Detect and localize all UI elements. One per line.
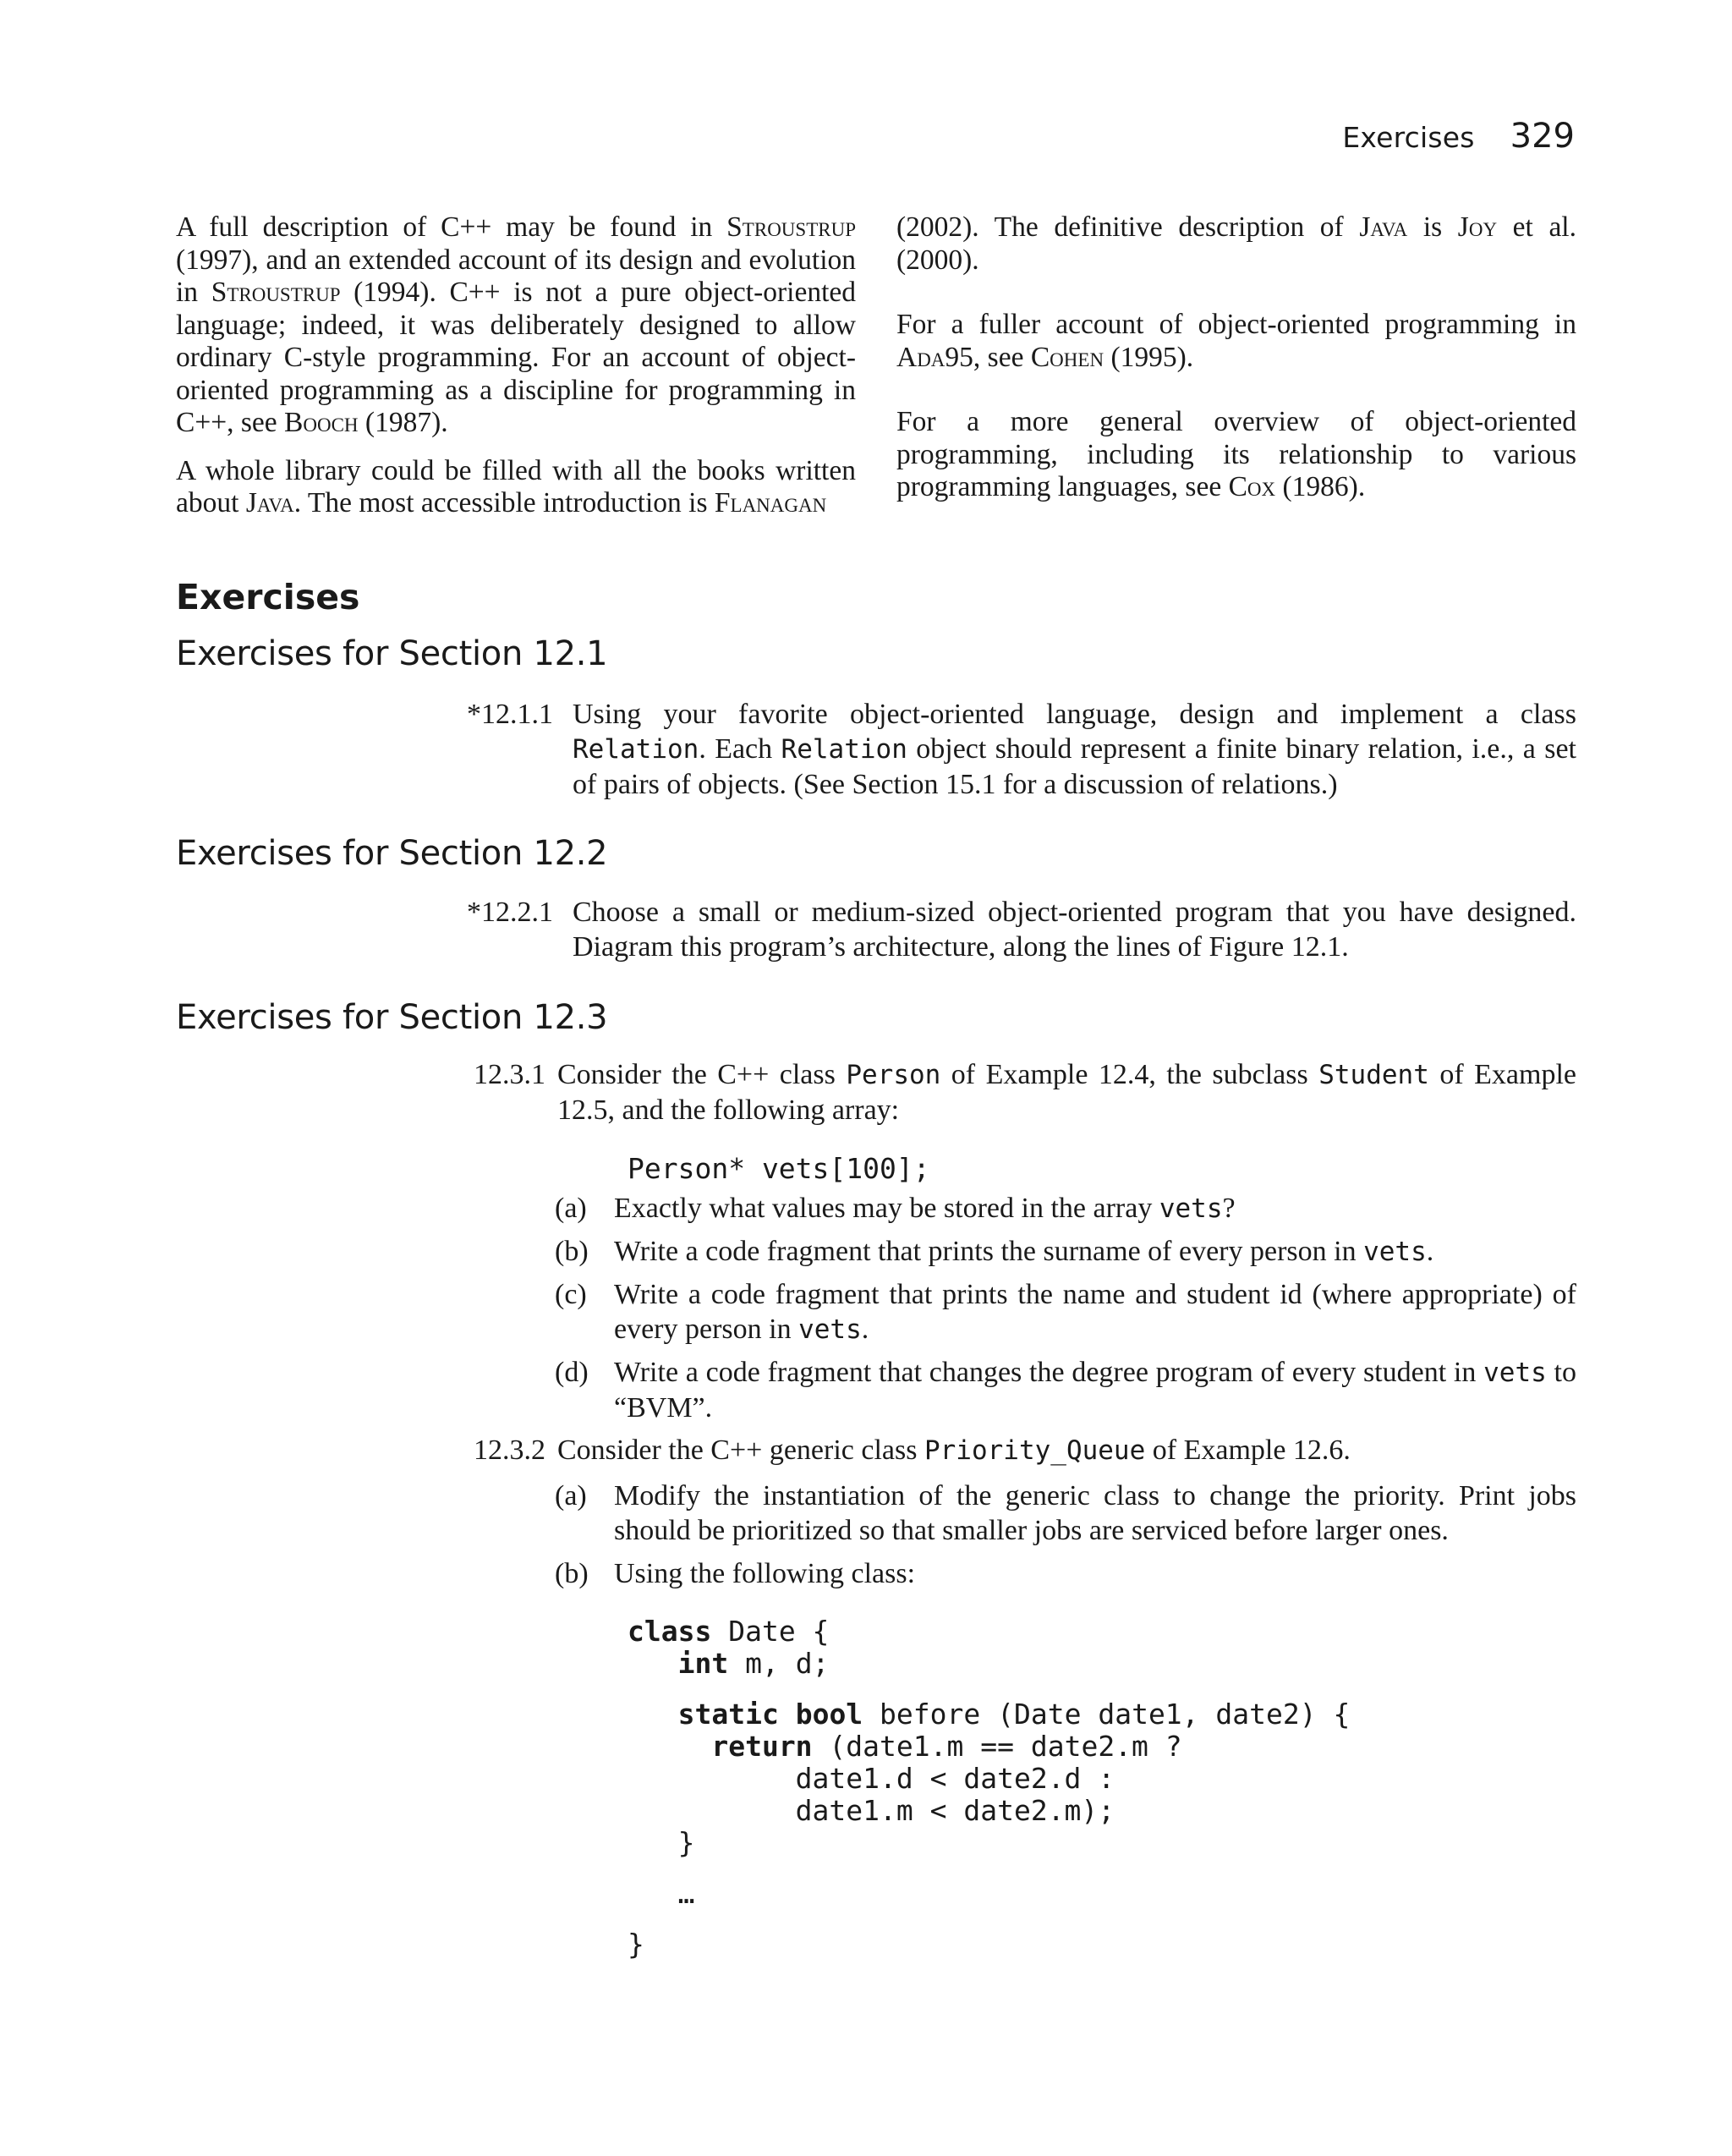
code-line: date1.d < date2.d : [628,1762,1115,1795]
exercise-12-2-1 [467,895,1576,964]
author-ref: Flanagan [714,487,827,518]
inline-code: Relation [573,734,699,765]
code-keyword: int [677,1647,729,1680]
page-number: 329 [1510,117,1575,156]
author-ref: Cox [1228,471,1276,502]
notes-paragraph: A whole library could be filled with all the books written about Java. The most accessible introduction is Flanagan [176,454,856,518]
inline-code: Relation [781,734,907,765]
part-text: Modify the instantiation of the generic class to change the priority. Print jobs should be prioritized so that smaller jobs are serviced before larger ones. [614,1480,1576,1546]
code-keyword: static [677,1698,779,1731]
exercise-number: 12.3.2 [474,1435,545,1466]
part-text: Write a code fragment that prints the surname of every person in vets. [614,1236,1434,1267]
code-line: } [628,1826,695,1859]
inline-code: vets [798,1314,862,1345]
language-ref: Java [1359,211,1408,243]
running-header-title: Exercises [1342,121,1475,154]
part-text: Exactly what values may be stored in the array vets? [614,1193,1236,1224]
exercise-12-3-2 [474,1433,1576,1468]
author-ref: Stroustrup [211,277,341,308]
part-label: (c) [555,1279,587,1310]
code-line: return (date1.m == date2.m ? [711,1730,1182,1763]
part-label: (a) [555,1193,587,1224]
exercise-number: *12.1.1 [467,699,553,730]
language-ref: Java [245,487,294,518]
inline-code: Person [846,1060,941,1090]
inline-code: Priority_Queue [924,1435,1146,1466]
code-line: class Date { [628,1615,830,1648]
author-ref: Booch [284,407,359,438]
code-line: … [628,1877,695,1910]
exercises-heading: Exercises [176,577,360,617]
inline-code: Student [1318,1060,1429,1090]
code-keyword: bool [795,1698,863,1731]
code-keyword: class [628,1615,712,1648]
date-class-code [628,1616,1350,1961]
code-line: date1.m < date2.m); [628,1794,1115,1827]
part-text: Write a code fragment that prints the name and student id (where appropriate) of every person in vets. [614,1279,1576,1345]
section-heading-12-2: Exercises for Section 12.2 [176,834,608,873]
part-text: Write a code fragment that changes the degree program of every student in vets to “BVM”. [614,1357,1576,1424]
exercise-part-b [555,1556,1576,1591]
code-line: static bool before (Date date1, date2) { [677,1698,1351,1731]
bibliographic-notes [176,211,1576,535]
inline-code: vets [1159,1193,1223,1224]
notes-paragraph: (2002). The definitive description of Java is Joy et al. (2000). [896,211,1576,276]
exercise-part-c [555,1277,1576,1347]
notes-paragraph: A full description of C++ may be found in Stroustrup (1997), and an extended account of its design and evolution in Stroustrup (1994). C++ is not a pure object-oriented language; indeed, it was deliberately designed to allow ordinary C-style programming. For an account of object-oriented programming as a discipline for programming in C++, see Booch (1987). [176,211,856,438]
author-ref: Cohen [1030,341,1104,373]
exercise-text: Choose a small or medium-sized object-oriented program that you have designed. Diagram this program’s architecture, along the lines of Figure 12.1. [573,897,1576,963]
notes-left-column [176,211,856,535]
code-line: } [628,1928,644,1961]
notes-right-column [896,211,1576,535]
part-label: (d) [555,1357,589,1388]
code-keyword: return [711,1730,813,1763]
exercise-number: *12.2.1 [467,897,553,928]
exercise-part-b [555,1234,1576,1270]
exercise-part-a [555,1191,1576,1226]
notes-paragraph: For a fuller account of object-oriented programming in Ada95, see Cohen (1995). [896,309,1576,373]
language-ref: Ada95 [896,341,973,373]
exercise-part-d [555,1355,1576,1425]
notes-paragraph: For a more general overview of object-oriented programming, including its relationship to various programming languages, see Cox (1986). [896,406,1576,502]
inline-code: vets [1483,1358,1547,1388]
exercise-number: 12.3.1 [474,1059,545,1090]
exercise-12-3-1 [474,1057,1576,1127]
section-heading-12-1: Exercises for Section 12.1 [176,634,608,673]
part-label: (a) [555,1480,587,1511]
part-label: (b) [555,1558,589,1589]
exercise-text: Consider the C++ class Person of Example 12.4, the subclass Student of Example 12.5, and the following array: [557,1059,1576,1126]
author-ref: Stroustrup [726,211,856,243]
exercise-12-1-1 [467,697,1576,802]
code-line: int m, d; [677,1647,830,1680]
inline-code: vets [1363,1237,1427,1267]
part-text: Using the following class: [614,1558,916,1589]
exercise-part-a [555,1478,1576,1548]
exercise-text: Using your favorite object-oriented language, design and implement a class Relation. Each Relation object should represent a finite binary relation, i.e., a set of pairs of objects. (See Section 15.1 for a discussion of relations.) [573,699,1577,800]
part-label: (b) [555,1236,589,1267]
array-declaration-code: Person* vets[100]; [628,1152,930,1185]
exercise-text: Consider the C++ generic class Priority_Queue of Example 12.6. [557,1435,1351,1466]
section-heading-12-3: Exercises for Section 12.3 [176,998,608,1037]
running-header [1342,117,1575,167]
author-ref: Joy [1457,211,1498,243]
